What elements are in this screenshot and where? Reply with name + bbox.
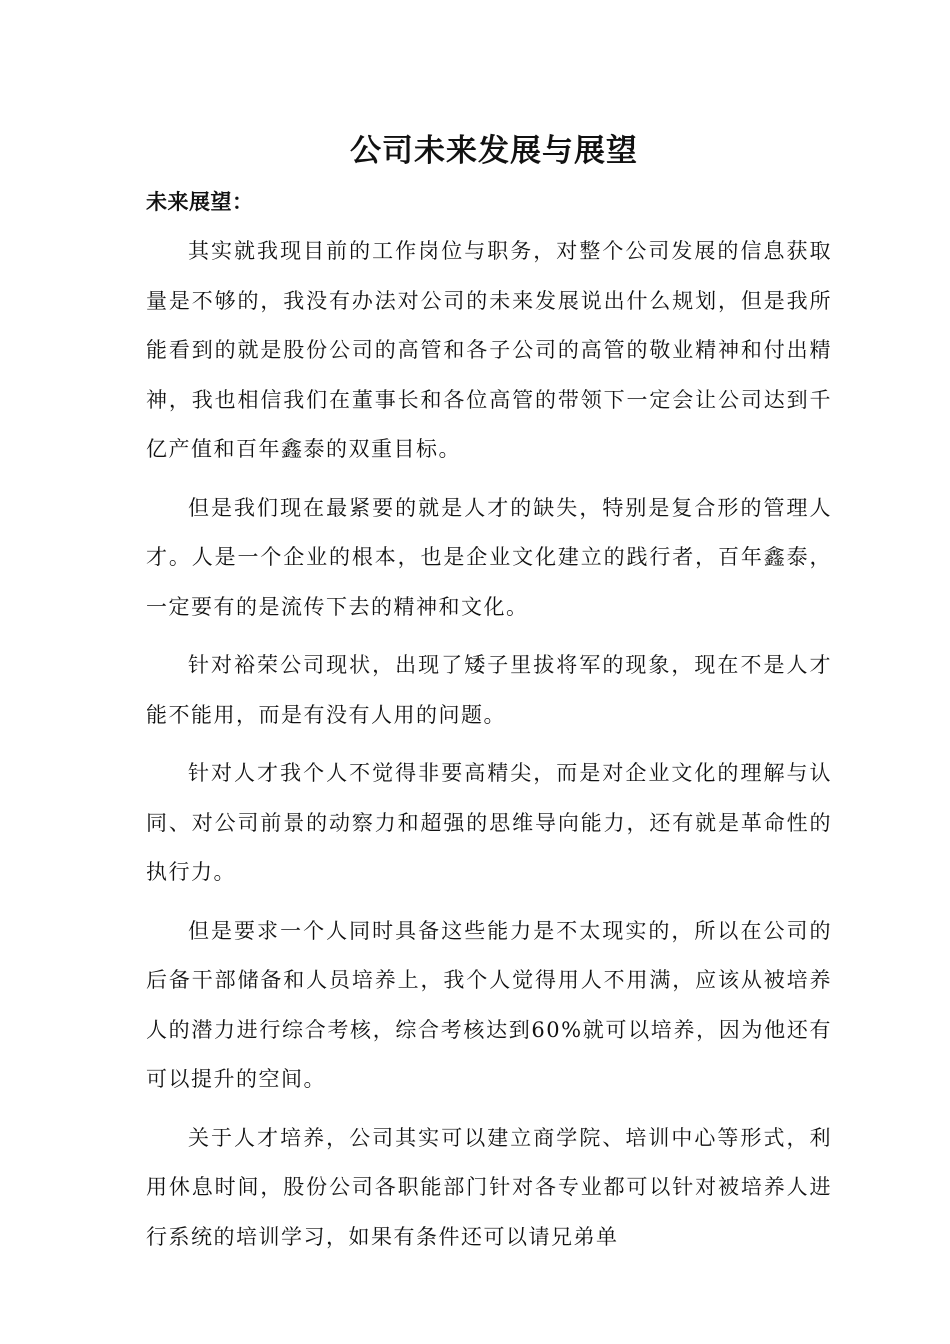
paragraph-4: 针对人才我个人不觉得非要高精尖，而是对企业文化的理解与认同、对公司前景的动察力和超强的思维导向能力，还有就是革命性的执行力。 [146,761,832,884]
paragraph-3: 针对裕荣公司现状，出现了矮子里拔将军的现象，现在不是人才能不能用，而是有没有人用的问题。 [146,653,832,727]
paragraph-6: 关于人才培养，公司其实可以建立商学院、培训中心等形式，利用休息时间，股份公司各职能部门针对各专业都可以针对被培养人进行系统的培训学习，如果有条件还可以请兄弟单 [146,1125,832,1249]
paragraph-2: 但是我们现在最紧要的就是人才的缺失，特别是复合形的管理人才。人是一个企业的根本，也是企业文化建立的践行者，百年鑫泰，一定要有的是流传下去的精神和文化。 [146,495,832,619]
paragraph-5: 但是要求一个人同时具备这些能力是不太现实的，所以在公司的后备干部储备和人员培养上，我个人觉得用人不用满，应该从被培养人的潜力进行综合考核，综合考核达到60%就可以培养，因为他还有可以提升的空间。 [146,918,832,1091]
section-heading: 未来展望： [146,189,254,214]
document-title: 公司未来发展与展望 [350,133,638,169]
paragraph-1: 其实就我现目前的工作岗位与职务，对整个公司发展的信息获取量是不够的，我没有办法对公司的未来发展说出什么规划，但是我所能看到的就是股份公司的高管和各子公司的高管的敬业精神和付出精神，我也相信我们在董事长和各位高管的带领下一定会让公司达到千亿产值和百年鑫泰的双重目标。 [146,239,832,461]
